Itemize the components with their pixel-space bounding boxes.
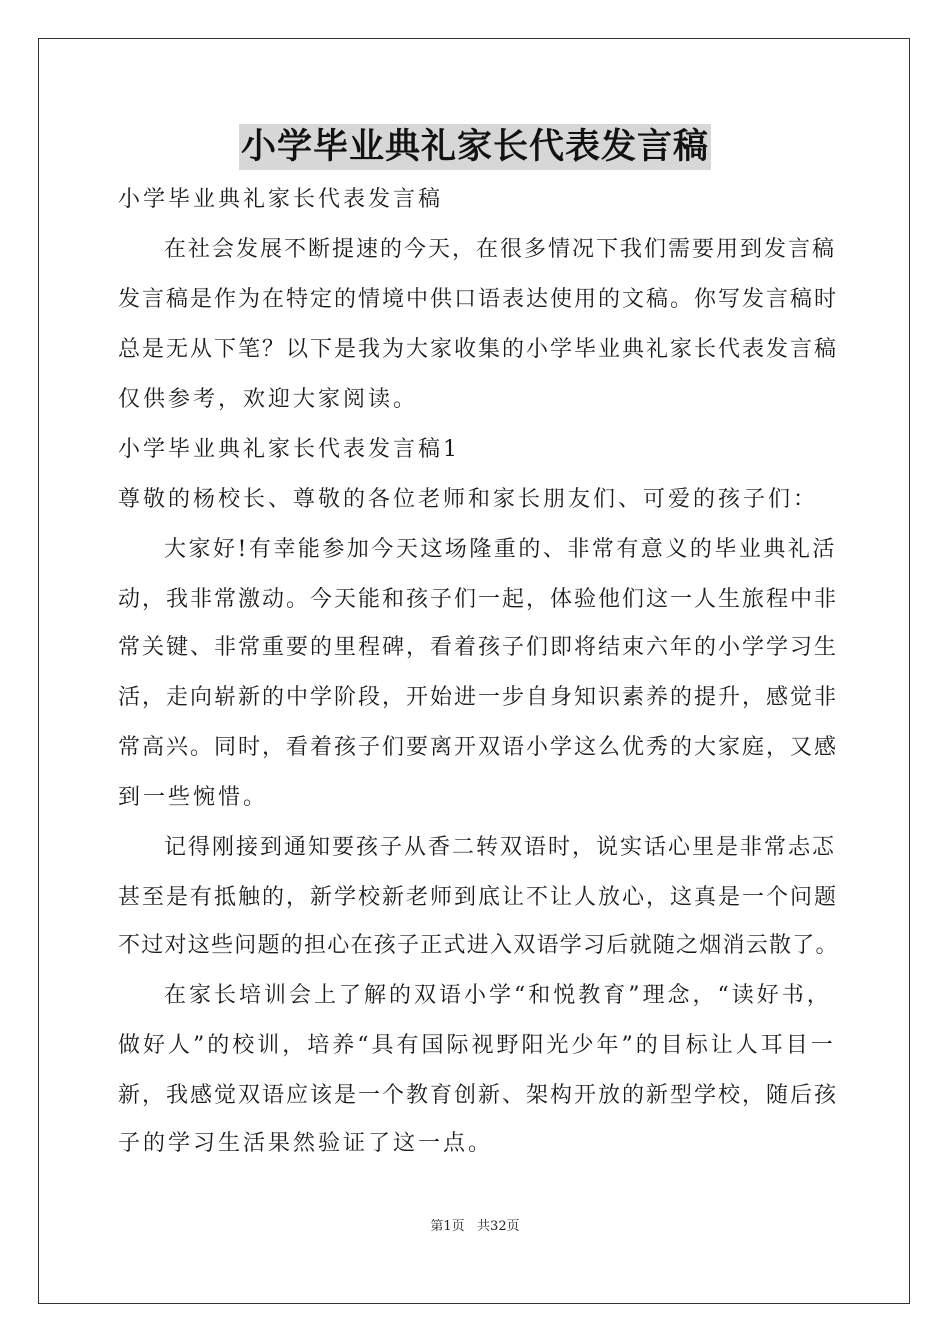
subtitle-line: 小学毕业典礼家长代表发言稿: [118, 187, 444, 212]
paragraph-line: 不过对这些问题的担心在孩子正式进入双语学习后就随之烟消云散了。: [118, 933, 839, 958]
section-heading: 小学毕业典礼家长代表发言稿1: [118, 437, 460, 462]
title-container: [0, 124, 950, 170]
paragraph-line: 活，走向崭新的中学阶段，开始进一步自身知识素养的提升，感觉非: [118, 685, 839, 710]
paragraph-line: 在社会发展不断提速的今天，在很多情况下我们需要用到发言稿: [164, 237, 837, 262]
document-title: 小学毕业典礼家长代表发言稿: [239, 124, 711, 170]
paragraph-line: 大家好!有幸能参加今天这场隆重的、非常有意义的毕业典礼活: [164, 537, 837, 562]
paragraph-line: 到一些惋惜。: [118, 785, 269, 810]
paragraph-line: 仅供参考，欢迎大家阅读。: [118, 387, 419, 412]
paragraph-line: 在家长培训会上了解的双语小学“和悦教育”理念，“读好书，: [164, 983, 832, 1008]
paragraph-line: 甚至是有抵触的，新学校新老师到底让不让人放心，这真是一个问题: [118, 885, 839, 910]
paragraph-line: 新，我感觉双语应该是一个教育创新、架构开放的新型学校，随后孩: [118, 1083, 839, 1108]
page-border: [38, 38, 910, 1304]
paragraph-line: 子的学习生活果然验证了这一点。: [118, 1131, 494, 1156]
paragraph-line: 常高兴。同时，看着孩子们要离开双语小学这么优秀的大家庭，又感: [118, 735, 839, 760]
paragraph-line: 做好人”的校训，培养“具有国际视野阳光少年”的目标让人耳目一: [118, 1033, 836, 1058]
salutation-line: 尊敬的杨校长、尊敬的各位老师和家长朋友们、可爱的孩子们：: [118, 487, 819, 512]
paragraph-line: 常关键、非常重要的里程碑，看着孩子们即将结束六年的小学学习生: [118, 635, 839, 660]
paragraph-line: 总是无从下笔？以下是我为大家收集的小学毕业典礼家长代表发言稿: [118, 337, 839, 362]
paragraph-line: 记得刚接到通知要孩子从香二转双语时，说实话心里是非常忐忑: [164, 835, 837, 860]
page-number-footer: 第1页 共32页: [430, 1219, 520, 1234]
paragraph-line: 动，我非常激动。今天能和孩子们一起，体验他们这一人生旅程中非: [118, 587, 839, 612]
paragraph-line: 发言稿是作为在特定的情境中供口语表达使用的文稿。你写发言稿时: [118, 287, 839, 312]
